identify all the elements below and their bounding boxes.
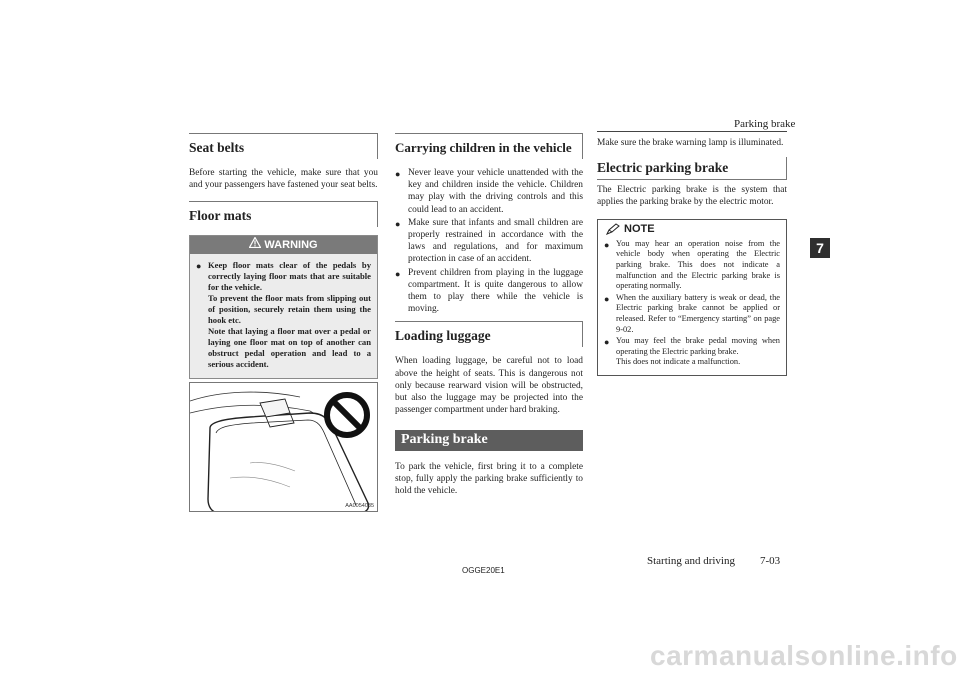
epb-heading: Electric parking brake — [597, 157, 787, 180]
list-item — [395, 217, 583, 266]
page-number: 7-03 — [760, 555, 781, 567]
bullet-icon: ● — [395, 218, 401, 229]
note-pencil-icon — [606, 223, 620, 235]
brake-lamp-text: Make sure the brake warning lamp is illuminated. — [597, 138, 784, 148]
footer-section-title: Starting and driving — [647, 555, 735, 567]
bullet-icon: ● — [604, 293, 610, 304]
column-3 — [597, 133, 787, 376]
floor-mat-drawing — [190, 383, 378, 512]
list-item — [604, 293, 780, 335]
illustration-code: AA0054085 — [345, 503, 374, 509]
warning-triangle-icon — [249, 237, 261, 255]
running-header: Parking brake — [734, 118, 796, 130]
bullet-icon: ● — [196, 261, 202, 272]
parking-brake-text: To park the vehicle, first bring it to a complete stop, fully apply the parking brake sufficiently to hold the vehicle. — [395, 461, 583, 497]
note-box — [597, 219, 787, 376]
document-code: OGGE20E1 — [462, 566, 505, 575]
bullet-icon: ● — [395, 268, 401, 279]
list-item — [196, 260, 371, 370]
chapter-tab[interactable]: 7 — [810, 238, 830, 258]
column-1 — [189, 133, 378, 379]
header-rule — [597, 131, 787, 132]
list-item — [604, 336, 780, 368]
floor-mats-heading: Floor mats — [189, 201, 378, 227]
list-item — [395, 267, 583, 316]
note-title — [604, 223, 780, 235]
children-heading: Carrying children in the vehicle — [395, 133, 583, 159]
note-bullet-text: You may hear an operation noise from the vehicle body when operating the Electric parking brake. This does not indicate a malfunction and the Electric parking brake is operating normally. — [616, 238, 780, 291]
note-bullet-text: When the auxiliary battery is weak or dead, the Electric parking brake cannot be applied or released. Refer to “Emergency starting” on page 9-02. — [616, 292, 780, 334]
luggage-heading: Loading luggage — [395, 321, 583, 347]
children-bullet-text: Never leave your vehicle unattended with the key and children inside the vehicle. Children may play with the driving controls and this could lead to an accident. — [408, 168, 583, 215]
warning-title — [190, 236, 377, 254]
list-item — [604, 239, 780, 292]
bullet-icon: ● — [604, 337, 610, 348]
column-2 — [395, 133, 583, 497]
bullet-icon: ● — [395, 169, 401, 179]
watermark: carmanualsonline.info — [650, 640, 958, 671]
children-bullet-text: Prevent children from playing in the luggage compartment. It is quite dangerous to allow them to play there while the vehicle is moving. — [408, 267, 583, 315]
luggage-text: When loading luggage, be careful not to load above the height of seats. This is dangerous not only because rearward vision will be obstructed, but also the luggage may be projected into the passenger compartment under hard braking. — [395, 356, 583, 416]
children-bullet-text: Make sure that infants and small children are properly restrained in accordance with the laws and regulations, and for maximum protection in case of an accident. — [408, 217, 583, 265]
bullet-icon: ● — [604, 239, 610, 250]
warning-text: Keep floor mats clear of the pedals by correctly laying floor mats that are suitable for the vehicle. To prevent the floor mats from slipping out of position, securely retain them using the hook etc. Note that laying a floor mat over a pedal or laying one floor mat on top of another can obstruct pedal operation and lead to a serious accident. — [208, 260, 371, 370]
note-label: NOTE — [624, 222, 655, 235]
seat-belts-heading: Seat belts — [189, 133, 378, 159]
list-item — [395, 167, 583, 216]
note-bullet-text: You may feel the brake pedal moving when operating the Electric parking brake. This does not indicate a malfunction. — [616, 336, 780, 367]
warning-box — [189, 235, 378, 379]
floor-mat-illustration — [189, 382, 378, 512]
warning-label: WARNING — [264, 239, 318, 252]
parking-brake-banner: Parking brake — [395, 430, 583, 450]
epb-text: The Electric parking brake is the system that applies the parking brake by the electric motor. — [597, 185, 787, 208]
warning-body — [190, 254, 377, 378]
seat-belts-text: Before starting the vehicle, make sure that you and your passengers have fastened your seat belts. — [189, 168, 378, 191]
